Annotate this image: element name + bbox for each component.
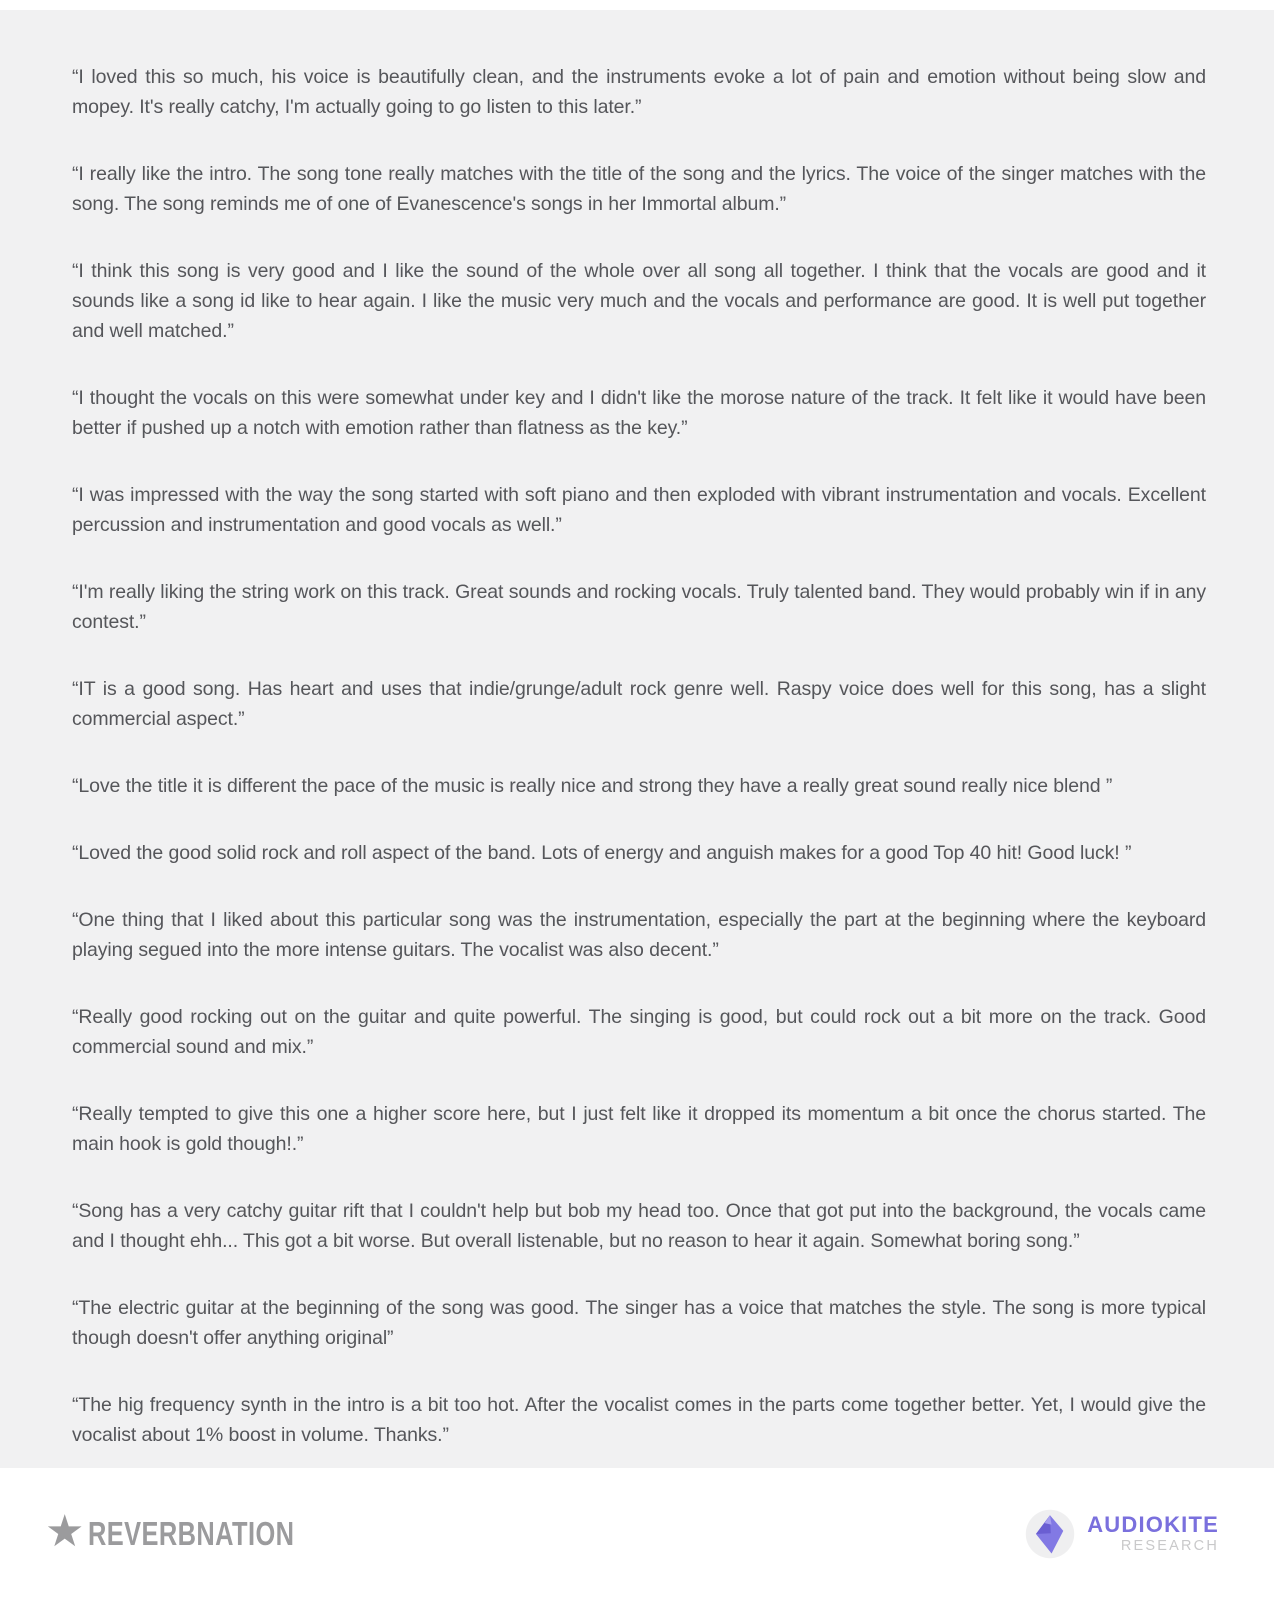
audiokite-wordmark: AUDIOKITE: [1087, 1512, 1219, 1538]
footer: [0, 1468, 1274, 1600]
review-quote: “I thought the vocals on this were somewhat under key and I didn't like the morose nature of the track. It felt like it would have been better if pushed up a notch with emotion rather than flatness as the key.”: [72, 387, 1206, 439]
review-quote: “Really tempted to give this one a higher score here, but I just felt like it dropped its momentum a bit once the chorus started. The main hook is gold though!.”: [72, 1103, 1206, 1155]
review-quote: “Love the title it is different the pace of the music is really nice and strong they have a really great sound really nice blend ”: [72, 775, 1113, 797]
star-icon: ★: [45, 1507, 85, 1556]
reverbnation-logo: [45, 1507, 340, 1556]
review-quote: “I really like the intro. The song tone really matches with the title of the song and the lyrics. The voice of the singer matches with the song. The song reminds me of one of Evanescence's songs in her Immortal album.”: [72, 163, 1206, 215]
review-quote: “Really good rocking out on the guitar and quite powerful. The singing is good, but could rock out a bit more on the track. Good commercial sound and mix.”: [72, 1006, 1206, 1058]
review-quote: “IT is a good song. Has heart and uses that indie/grunge/adult rock genre well. Raspy voice does well for this song, has a slight commercial aspect.”: [72, 678, 1206, 730]
review-quote: “The hig frequency synth in the intro is a bit too hot. After the vocalist comes in the parts come together better. Yet, I would give the vocalist about 1% boost in volume. Thanks.”: [72, 1394, 1206, 1446]
comments-panel: [0, 10, 1274, 1468]
review-quote: “The electric guitar at the beginning of the song was good. The singer has a voice that matches the style. The song is more typical though doesn't offer anything original”: [72, 1297, 1206, 1349]
review-quote: “I loved this so much, his voice is beautifully clean, and the instruments evoke a lot of pain and emotion without being slow and mopey. It's really catchy, I'm actually going to go listen to this later.”: [72, 66, 1206, 118]
audiokite-text: [1087, 1513, 1219, 1554]
review-quote: “I think this song is very good and I like the sound of the whole over all song all together. I think that the vocals are good and it sounds like a song id like to hear again. I like the music very much and the vocals and performance are good. It is well put together and well matched.”: [72, 260, 1206, 342]
audiokite-research-label: RESEARCH: [1120, 1537, 1219, 1554]
review-quote: “I was impressed with the way the song started with soft piano and then exploded with vibrant instrumentation and vocals. Excellent percussion and instrumentation and good vocals as well.”: [72, 484, 1206, 536]
kite-icon: [1025, 1509, 1075, 1559]
review-quote: “One thing that I liked about this particular song was the instrumentation, especially the part at the beginning where the keyboard playing segued into the more intense guitars. The vocalist was also decent.”: [72, 909, 1206, 961]
review-quote: “Loved the good solid rock and roll aspect of the band. Lots of energy and anguish makes for a good Top 40 hit! Good luck! ”: [72, 842, 1132, 864]
reverbnation-wordmark: REVERBNATION: [88, 1514, 295, 1553]
quotes-list: [0, 10, 1274, 1450]
review-quote: “Song has a very catchy guitar rift that I couldn't help but bob my head too. Once that got put into the background, the vocals came and I thought ehh... This got a bit worse. But overall listenable, but no reason to hear it again. Somewhat boring song.”: [72, 1200, 1206, 1252]
audiokite-logo: [1025, 1509, 1219, 1559]
review-quote: “I'm really liking the string work on this track. Great sounds and rocking vocals. Truly talented band. They would probably win if in any contest.”: [72, 581, 1206, 633]
